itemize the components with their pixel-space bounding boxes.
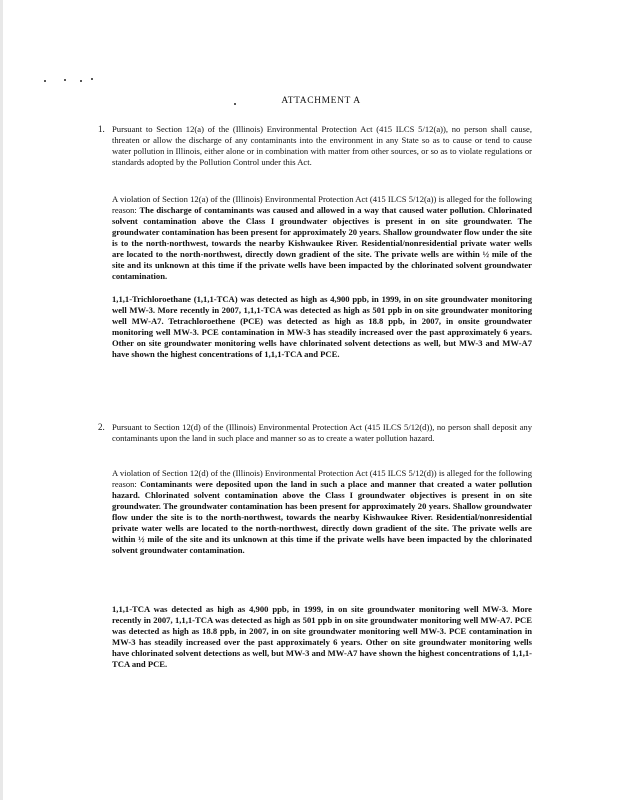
violation-detail: Contaminants were deposited upon the land in such a place and manner that created a water pollution hazard. Chlorinated solvent contamination above the Class I groundwater objectives is present in on site groundwater. The groundwater contamination has been present for approximately 20 years. Shallow groundwater flow under the site is to the north-northwest, towards the nearby Kishwaukee River. Residential/nonresidential private water wells are located to the north-northwest, directly down gradient of the site. The private wells are within ½ mile of the site and its unknown at this time if the private wells have been impacted by the chlorinated solvent groundwater contamination. <box>112 479 532 555</box>
attachment-heading: ATTACHMENT A <box>281 96 361 106</box>
scan-speck <box>80 80 82 82</box>
section-2-statute <box>112 422 532 444</box>
violation-intro: A violation of Section 12(a) of the (Illinois) Environmental Protection Act (415 ILCS 5/12(a)) is alleged for the following reason: <box>112 194 532 215</box>
data-paragraph: 1,1,1-Trichloroethane (1,1,1-TCA) was detected as high as 4,900 ppb, in 1999, in on site groundwater monitoring well MW-3. More recently in 2007, 1,1,1-TCA was detected as high as 501 ppb in on site groundwater monitoring well MW-A7. Tetrachloroethene (PCE) was detected as high as 18.8 ppb, in 2007, in onsite groundwater monitoring well MW-3. PCE contamination in MW-3 has steadily increased over the past approximately 6 years. Other on site groundwater monitoring wells have chlorinated solvent detections as well, but MW-3 and MW-A7 have shown the highest concentrations of 1,1,1-TCA and PCE. <box>112 294 532 359</box>
statute-text: Pursuant to Section 12(d) of the (Illinois) Environmental Protection Act (415 ILCS 5/12(d)), no person shall deposit any contaminants upon the land in such place and manner so as to create a water pollution hazard. <box>112 422 532 443</box>
section-1-number: 1. <box>98 124 105 134</box>
section-1-statute <box>112 124 532 168</box>
section-2-number: 2. <box>98 422 105 432</box>
section-1-violation <box>112 194 532 282</box>
scan-speck <box>44 80 46 82</box>
scan-speck <box>64 79 66 81</box>
violation-intro: A violation of Section 12(d) of the (Illinois) Environmental Protection Act (415 ILCS 5/12(d)) is alleged for the following reason: <box>112 468 532 489</box>
section-2-violation <box>112 468 532 556</box>
section-1-data <box>112 294 532 360</box>
scan-speck <box>91 78 93 80</box>
violation-paragraph <box>112 194 532 282</box>
violation-paragraph <box>112 468 532 556</box>
violation-detail: The discharge of contaminants was caused and allowed in a way that caused water pollution. Chlorinated solvent contamination above the Class I groundwater objectives is present in on site groundwater. The groundwater contamination has been present for approximately 20 years. Shallow groundwater flow under the site is to the north-northwest, towards the nearby Kishwaukee River. Residential/nonresidential private water wells are located to the north-northwest, directly down gradient of the site. The private wells are within ½ mile of the site and its unknown at this time if the private wells have been impacted by the chlorinated solvent groundwater contamination. <box>112 205 532 281</box>
page-title <box>0 96 642 107</box>
section-2-data <box>112 604 532 670</box>
data-paragraph: 1,1,1-TCA was detected as high as 4,900 ppb, in 1999, in on site groundwater monitoring well MW-3. More recently in 2007, 1,1,1-TCA was detected as high as 501 ppb in on site groundwater monitoring well MW-A7. PCE was detected as high as 18.8 ppb, in 2007, in on site groundwater monitoring well MW-3. PCE contamination in MW-3 has steadily increased over the past approximately 6 years. Other on site groundwater monitoring wells have chlorinated solvent detections as well, but MW-3 and MW-A7 have shown the highest concentrations of 1,1,1-TCA and PCE. <box>112 604 532 669</box>
statute-text: Pursuant to Section 12(a) of the (Illinois) Environmental Protection Act (415 ILCS 5/12(a)), no person shall cause, threaten or allow the discharge of any contaminants into the environment in any State so as to cause or tend to cause water pollution in Illinois, either alone or in combination with matter from other sources, or so as to violate regulations or standards adopted by the Pollution Control under this Act. <box>112 124 532 167</box>
scan-edge <box>0 0 3 800</box>
